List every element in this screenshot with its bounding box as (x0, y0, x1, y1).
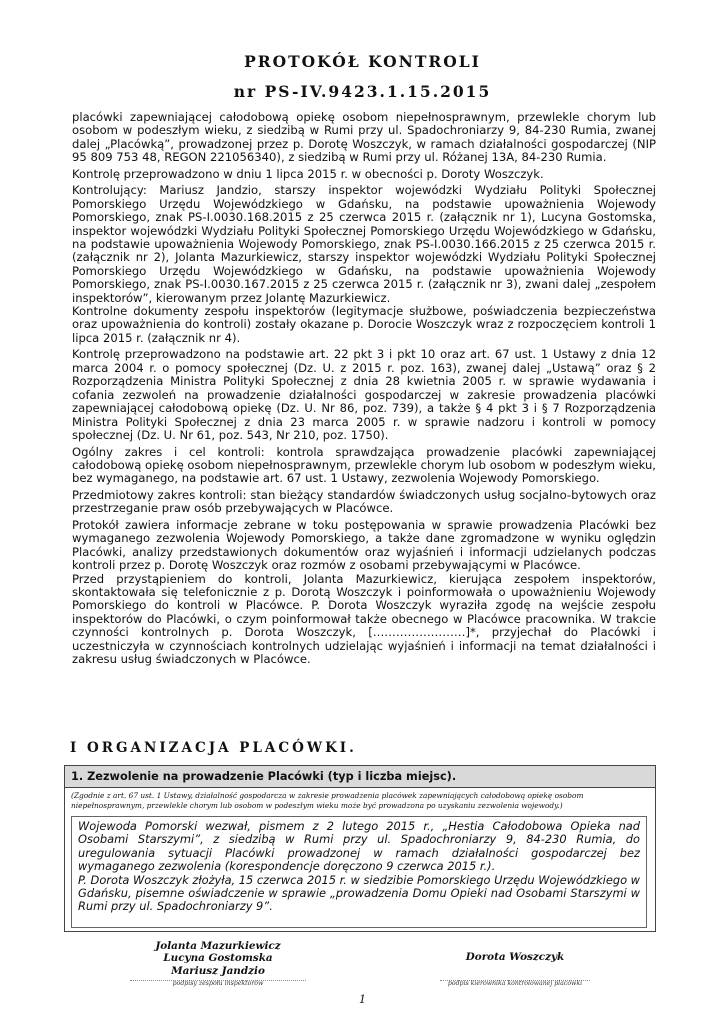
box-paragraph: Wojewoda Pomorski wezwał, pismem z 2 lutego 2015 r., „Hestia Całodobowa Opieka nad Osobami Starszymi”, z siedzibą w Rumi przy ul. Spadochroniarzy 9, 84-230 Rumia, do uregulowania sytuacji Placówki prowadzonej w ramach działalności gospodarczej bez wymaganego zezwolenia (korespondencje doręczono 9 czerwca 2015 r.). (78, 819, 640, 874)
inspector-name: Mariusz Jandzio (171, 964, 265, 977)
section-heading: I ORGANIZACJA PLACÓWKI. (70, 740, 357, 756)
section-box (64, 765, 656, 932)
paragraph: placówki zapewniającej całodobową opiekę osobom niepełnosprawnym, przewlekle chorym lub osobom w podeszłym wieku, z siedzibą w Rumi przy ul. Spadochroniarzy 9, 84-230 Rumia, zwanej dalej „Placówką”, prowadzonej przez p. Dorotę Woszczyk, w ramach działalności gospodarczej (NIP 95 809 753 48, REGON 221056340), z siedzibą w Rumi przy ul. Różanej 13A, 84-230 Rumia. (72, 110, 656, 165)
paragraph: Kontrolę przeprowadzono w dniu 1 lipca 2015 r. w obecności p. Doroty Woszczyk. (72, 166, 544, 181)
page-number: 1 (359, 993, 366, 1006)
paragraph: Przed przystąpieniem do kontroli, Jolanta Mazurkiewicz, kierująca zespołem inspektorów, skontaktowała się telefonicznie z p. Dorotą Woszczyk i poinformowała o upoważnieniu Wojewody Pomorskiego do kontroli w Placówce. P. Dorota Woszczyk wyraziła zgodę na wejście zespołu inspektorów do Placówki, o czym poinformował także obecnego w Placówce pracownika. W trakcie czynności kontrolnych p. Dorota Woszczyk, [……………………]*, przyjechał do Placówki i uczestniczyła w czynnościach kontrolnych udzielając wyjaśnień i informacji na temat działalności i zakresu usług świadczonych w Placówce. (72, 571, 656, 666)
paragraph: Kontrolne dokumenty zespołu inspektorów (legitymacje służbowe, poświadczenia bezpieczeństwa oraz upoważnienia do kontroli) zostały okazane p. Dorocie Woszczyk wraz z rozpoczęciem kontroli 1 lipca 2015 r. (załącznik nr 4). (72, 304, 656, 345)
document-title: PROTOKÓŁ KONTROLI (244, 52, 481, 71)
box-legal-note: (Zgodnie z art. 67 ust. 1 Ustawy, działalność gospodarcza w zakresie prowadzenia placówek zapewniających całodobową opiekę osobom niepełnosprawnym, przewlekle chorym lub osobom w podeszłym wieku może być prowadzona po uzyskaniu zezwolenia wojewody.) (71, 791, 584, 810)
document-number: nr PS-IV.9423.1.15.2015 (233, 82, 492, 101)
paragraph: Kontrolę przeprowadzono na podstawie art. 22 pkt 3 i pkt 10 oraz art. 67 ust. 1 Ustawy z dnia 12 marca 2004 r. o pomocy społecznej (Dz. U. z 2015 r. poz. 163), zwanej dalej „Ustawą” oraz § 2 Rozporządzenia Ministra Polityki Społecznej z dnia 28 kwietnia 2005 r. w sprawie wydawania i cofania zezwoleń na prowadzenie działalności gospodarczej w zakresie prowadzenia placówki zapewniającej całodobową opiekę (Dz. U. Nr 86, poz. 739), a także § 4 pkt 3 i § 7 Rozporządzenia Ministra Polityki Społecznej z dnia 23 marca 2005 r. w sprawie nadzoru i kontroli w pomocy społecznej (Dz. U. Nr 61, poz. 543, Nr 210, poz. 1750). (72, 347, 656, 442)
document-body (72, 111, 656, 670)
head-signature: Dorota Woszczyk (465, 951, 565, 963)
box-paragraph: P. Dorota Woszczyk złożyła, 15 czerwca 2015 r. w siedzibie Pomorskiego Urzędu Wojewódzkiego w Gdańsku, pisemne oświadczenie w sprawie „prowadzenia Domu Opieki nad Osobami Starszymi w Rumi przy ul. Spadochroniarzy 9”. (78, 872, 640, 914)
inspector-name: Jolanta Mazurkiewicz (155, 940, 281, 952)
paragraph: Protokół zawiera informacje zebrane w toku postępowania w sprawie prowadzenia Placówki bez wymaganego zezwolenia Wojewody Pomorskiego, a także dane zgromadzone w wyniku oględzin Placówki, analizy przedstawionych dokumentów oraz wyjaśnień i informacji udzielanych podczas kontroli przez p. Dorotę Woszczyk oraz rozmów z osobami przebywającymi w Placówce. (72, 517, 656, 573)
paragraph: Przedmiotowy zakres kontroli: stan bieżący standardów świadczonych usług socjalno-bytowych oraz przestrzeganie praw osób przebywających w Placówce. (72, 487, 656, 516)
inspectors-caption: podpisy zespołu inspektorów (172, 980, 264, 987)
head-caption: podpis kierownika kontrolowanej placówki (447, 980, 583, 987)
box-content (71, 816, 647, 928)
paragraph: Kontrolujący: Mariusz Jandzio, starszy inspektor wojewódzki Wydziału Polityki Społecznej Pomorskiego Urzędu Wojewódzkiego w Gdańsku, na podstawie upoważnienia Wojewody Pomorskiego, znak PS-I.0030.168.2015 z 25 czerwca 2015 r. (załącznik nr 1), Lucyna Gostomska, inspektor wojewódzki Wydziału Polityki Społecznej Pomorskiego Urzędu Wojewódzkiego w Gdańsku, na podstawie upoważnienia Wojewody Pomorskiego, znak PS-I.0030.166.2015 z 25 czerwca 2015 r. (załącznik nr 2), Jolanta Mazurkiewicz, starszy inspektor wojewódzki Wydziału Polityki Społecznej Pomorskiego Urzędu Wojewódzkiego w Gdańsku, na podstawie upoważnienia Wojewody Pomorskiego, znak PS-I.0030.167.2015 z 25 czerwca 2015 r. (załącznik nr 3), zwani dalej „zespołem inspektorów”, kierowanym przez Jolantę Mazurkiewicz. (72, 183, 656, 305)
inspectors-signatures (130, 940, 306, 977)
inspector-name: Lucyna Gostomska (163, 952, 273, 965)
paragraph: Ogólny zakres i cel kontroli: kontrola sprawdzająca prowadzenie placówki zapewniającej całodobową opiekę osobom niepełnosprawnym, przewlekle chorym lub osobom w podeszłym wieku, bez wymaganego, na podstawie art. 67 ust. 1 Ustawy, zezwolenia Wojewody Pomorskiego. (72, 444, 656, 486)
box-header: 1. Zezwolenie na prowadzenie Placówki (typ i liczba miejsc). (65, 766, 655, 788)
